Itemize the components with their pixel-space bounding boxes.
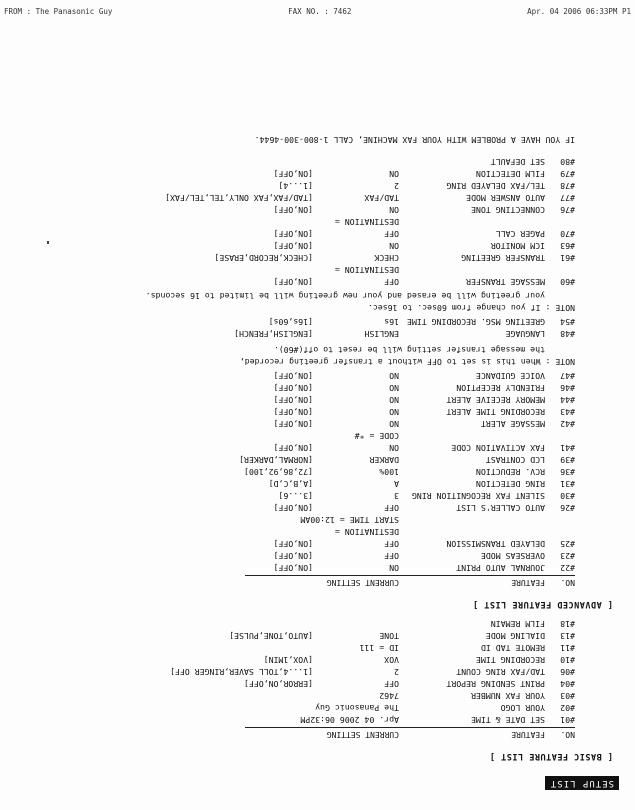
table-row [15, 394, 575, 406]
row-number: #06 [560, 667, 575, 677]
row-current-setting: ON [389, 205, 399, 215]
row-number: #04 [560, 679, 575, 689]
table-row [15, 550, 575, 562]
fax-header [4, 6, 631, 18]
row-current-setting: NO [389, 407, 399, 417]
row-options: [ON,OFF] [273, 503, 313, 513]
row-options: [VOX,1MIN] [263, 655, 313, 665]
row-current-setting: TONE [379, 631, 399, 641]
table-row [15, 618, 575, 630]
row-options: [A,B,C,D] [268, 479, 313, 489]
table-row [15, 478, 575, 490]
row-feature: MESSAGE TRANSFER [466, 277, 545, 287]
row-current-setting: NO [389, 395, 399, 405]
row-number: #18 [560, 619, 575, 629]
row-current-setting: TAD/FAX [364, 193, 399, 203]
row-current-setting: ON [389, 443, 399, 453]
row-number: #70 [560, 229, 575, 239]
row-feature: RECORDING TIME [475, 655, 545, 665]
row-number: #80 [560, 157, 575, 167]
row-feature: AUTO ANSWER MODE [466, 193, 545, 203]
row-feature: CONNECTING TONE [471, 205, 545, 215]
row-number: #26 [560, 503, 575, 513]
row-number: #31 [560, 479, 575, 489]
col-current-setting: CURRENT SETTING [326, 578, 399, 587]
note-transfer-reset: the message transfer setting will be reset to off(#60). [273, 345, 545, 355]
table-row [15, 714, 575, 726]
row-feature: SET DEFAULT [490, 157, 545, 167]
table-row [15, 228, 575, 240]
table-row [15, 642, 575, 654]
row-current-setting: 2 [394, 667, 399, 677]
row-feature: FILM REMAIN [490, 619, 545, 629]
row-feature: PRINT SENDING REPORT [446, 679, 545, 689]
row-number: #61 [560, 253, 575, 263]
row-current-setting: DARKER [369, 455, 399, 465]
footer-help-note: IF YOU HAVE A PROBLEM WITH YOUR FAX MACHINE, CALL 1-800-300-4644. [254, 135, 575, 145]
row-options: [ON,OFF] [273, 419, 313, 429]
row-feature: TRANSFER GREETING [461, 253, 545, 263]
row-number: #01 [560, 715, 575, 725]
row-number: #03 [560, 691, 575, 701]
row-feature: DELAYED TRANSMISSION [446, 539, 545, 549]
row-current-setting: ON [389, 563, 399, 573]
scan-speck [47, 241, 49, 244]
row-feature: YOUR LOGO [500, 703, 545, 713]
row-number: #25 [560, 539, 575, 549]
row-number: #11 [560, 643, 575, 653]
col-feature: FEATURE [511, 730, 545, 739]
row-feature: REMOTE TAD ID [480, 643, 545, 653]
note-greeting-time: NOTE : If you change from 60sec. to 16sec. [367, 303, 575, 313]
row-current-setting: NO [389, 419, 399, 429]
row-current-setting: NO [389, 371, 399, 381]
table-row [15, 654, 575, 666]
row-options: [ENGLISH,FRENCH] [234, 329, 313, 339]
col-no: NO. [560, 578, 575, 587]
row-feature: MESSAGE ALERT [480, 419, 545, 429]
table-row [15, 168, 575, 180]
row-feature: VOICE GUIDANCE [475, 371, 545, 381]
row-options: [1...4,TOLL SAVER,RINGER OFF] [170, 667, 313, 677]
row-options: [72,86,92,100] [243, 467, 313, 477]
row-current-setting: 100% [379, 467, 399, 477]
advanced-rows-2 [15, 442, 575, 514]
row-feature: LCD CONTRAST [485, 455, 545, 465]
row-number: #47 [560, 371, 575, 381]
row-current-setting: 2 [394, 181, 399, 191]
table-row [15, 240, 575, 252]
row-number: #36 [560, 467, 575, 477]
row-feature: PAGER CALL [495, 229, 545, 239]
row-number: #41 [560, 443, 575, 453]
row-options: [ON,OFF] [273, 371, 313, 381]
advanced-column-header [245, 575, 575, 588]
row-options: [ERROR,ON,OFF] [243, 679, 313, 689]
row-number: #30 [560, 491, 575, 501]
table-row [15, 690, 575, 702]
note-transfer-greeting: NOTE : When this is set to OFF without a transfer greeting recorded, [239, 357, 575, 367]
col-current-setting: CURRENT SETTING [326, 730, 399, 739]
row-current-setting: 3 [394, 491, 399, 501]
row-current-setting: OFF [384, 679, 399, 689]
table-row [15, 370, 575, 382]
header-date: Apr. 04 2006 06:33PM P1 [527, 7, 631, 16]
row-feature: RING DETECTION [475, 479, 545, 489]
row-number: #22 [560, 563, 575, 573]
table-row [15, 490, 575, 502]
table-row [15, 406, 575, 418]
row-current-setting: A [394, 479, 399, 489]
row-current-setting: OFF [384, 551, 399, 561]
table-row [15, 418, 575, 430]
row-feature: FILM DETECTION [475, 169, 545, 179]
row-options: [16s,60s] [268, 317, 313, 327]
row-number: #46 [560, 383, 575, 393]
col-feature: FEATURE [511, 578, 545, 587]
row-feature: TAD/FAX RING COUNT [456, 667, 545, 677]
table-row [15, 316, 575, 328]
delayed-start-time: START TIME = 12:00AM [300, 515, 399, 525]
row-number: #23 [560, 551, 575, 561]
row-current-setting: OFF [384, 277, 399, 287]
delayed-destination: DESTINATION = [334, 527, 399, 537]
row-options: [ON,OFF] [273, 383, 313, 393]
row-number: #02 [560, 703, 575, 713]
table-row [15, 630, 575, 642]
row-current-setting: ID = 111 [359, 643, 399, 653]
table-row [15, 276, 575, 288]
row-number: #77 [560, 193, 575, 203]
table-row [15, 328, 575, 340]
row-number: #39 [560, 455, 575, 465]
basic-feature-list-title: [ BASIC FEATURE LIST ] [489, 751, 613, 761]
header-from: FROM : The Panasonic Guy [4, 7, 113, 16]
row-number: #10 [560, 655, 575, 665]
table-row [15, 702, 575, 714]
row-options: [AUTO,TONE,PULSE] [229, 631, 313, 641]
activation-code: CODE = *# [354, 431, 399, 441]
row-current-setting: OFF [384, 229, 399, 239]
transfer-destination: DESTINATION = [334, 265, 399, 275]
row-feature: AUTO CALLER'S LIST [456, 503, 545, 513]
table-row [15, 502, 575, 514]
table-row [15, 252, 575, 264]
table-row [15, 666, 575, 678]
row-options: [ON,OFF] [273, 551, 313, 561]
table-row [15, 454, 575, 466]
row-options: [ON,OFF] [273, 229, 313, 239]
advanced-rows-7 [15, 156, 575, 216]
row-number: #63 [560, 241, 575, 251]
row-options: [ON,OFF] [273, 277, 313, 287]
advanced-rows-6 [15, 228, 575, 264]
row-feature: SET DATE & TIME [471, 715, 545, 725]
row-number: #44 [560, 395, 575, 405]
row-current-setting: ON [389, 169, 399, 179]
pager-destination: DESTINATION = [334, 217, 399, 227]
row-options: [ON,OFF] [273, 443, 313, 453]
row-options: [3...6] [278, 491, 313, 501]
row-current-setting: ENGLISH [364, 329, 399, 339]
col-no: NO. [560, 730, 575, 739]
table-row [15, 382, 575, 394]
row-feature: OVERSEAS MODE [480, 551, 545, 561]
row-options: [CHECK,RECORD,ERASE] [214, 253, 313, 263]
basic-column-header [245, 727, 575, 740]
row-number: #78 [560, 181, 575, 191]
row-current-setting: The Panasonic Guy [315, 703, 399, 713]
row-options: [1...4] [278, 181, 313, 191]
table-row [15, 204, 575, 216]
row-current-setting: 16s [384, 317, 399, 327]
row-options: [ON,OFF] [273, 205, 313, 215]
note-greeting-erase: your greeting will be erased and your new greeting will be limited to 16 seconds. [145, 291, 545, 301]
table-row [15, 678, 575, 690]
table-row [15, 192, 575, 204]
row-current-setting: OFF [384, 539, 399, 549]
advanced-rows-4 [15, 316, 575, 340]
header-fax-no: FAX NO. : 7462 [288, 7, 352, 16]
row-options: [TAD/FAX,FAX ONLY,TEL,TEL/FAX] [165, 193, 313, 203]
row-feature: ICM MONITOR [490, 241, 545, 251]
table-row [15, 442, 575, 454]
row-current-setting: CHECK [374, 253, 399, 263]
row-current-setting: VOX [384, 655, 399, 665]
row-feature: TEL/FAX DELAYED RING [446, 181, 545, 191]
row-number: #48 [560, 329, 575, 339]
row-feature: DIALING MODE [485, 631, 545, 641]
row-options: [ON,OFF] [273, 563, 313, 573]
row-current-setting: 7462 [379, 691, 399, 701]
table-row [15, 180, 575, 192]
row-number: #42 [560, 419, 575, 429]
row-number: #76 [560, 205, 575, 215]
row-feature: GREETING MSG. RECORDING TIME [406, 317, 545, 327]
row-feature: RECORDING TIME ALERT [446, 407, 545, 417]
row-current-setting: NO [389, 383, 399, 393]
table-row [15, 156, 575, 168]
row-feature: LANGUAGE [505, 329, 545, 339]
table-row [15, 562, 575, 574]
row-options: [ON,OFF] [273, 407, 313, 417]
row-options: [NORMAL,DARKER] [239, 455, 313, 465]
row-feature: FAX ACTIVATION CODE [451, 443, 545, 453]
row-number: #43 [560, 407, 575, 417]
table-row [15, 538, 575, 550]
row-current-setting: OFF [384, 503, 399, 513]
row-feature: YOUR FAX NUMBER [471, 691, 545, 701]
row-feature: FRIENDLY RECEPTION [456, 383, 545, 393]
setup-list-title: SETUP LIST [545, 776, 619, 790]
row-options: [ON,OFF] [273, 169, 313, 179]
row-options: [ON,OFF] [273, 395, 313, 405]
basic-feature-rows [15, 618, 575, 726]
row-number: #79 [560, 169, 575, 179]
advanced-feature-list-title: [ ADVANCED FEATURE LIST ] [472, 599, 613, 609]
advanced-rows-1 [15, 538, 575, 574]
row-feature: RCV. REDUCTION [475, 467, 545, 477]
row-feature: MEMORY RECEIVE ALERT [446, 395, 545, 405]
advanced-rows-5 [15, 276, 575, 288]
row-number: #60 [560, 277, 575, 287]
row-feature: SILENT FAX RECOGNITION RING [411, 491, 545, 501]
row-options: [ON,OFF] [273, 539, 313, 549]
table-row [15, 466, 575, 478]
row-current-setting: ON [389, 241, 399, 251]
advanced-rows-3 [15, 370, 575, 430]
row-number: #13 [560, 631, 575, 641]
row-feature: JOURNAL AUTO PRINT [456, 563, 545, 573]
row-options: [ON,OFF] [273, 241, 313, 251]
row-number: #54 [560, 317, 575, 327]
row-current-setting: Apr. 04 2006 06:32PM [300, 715, 399, 725]
